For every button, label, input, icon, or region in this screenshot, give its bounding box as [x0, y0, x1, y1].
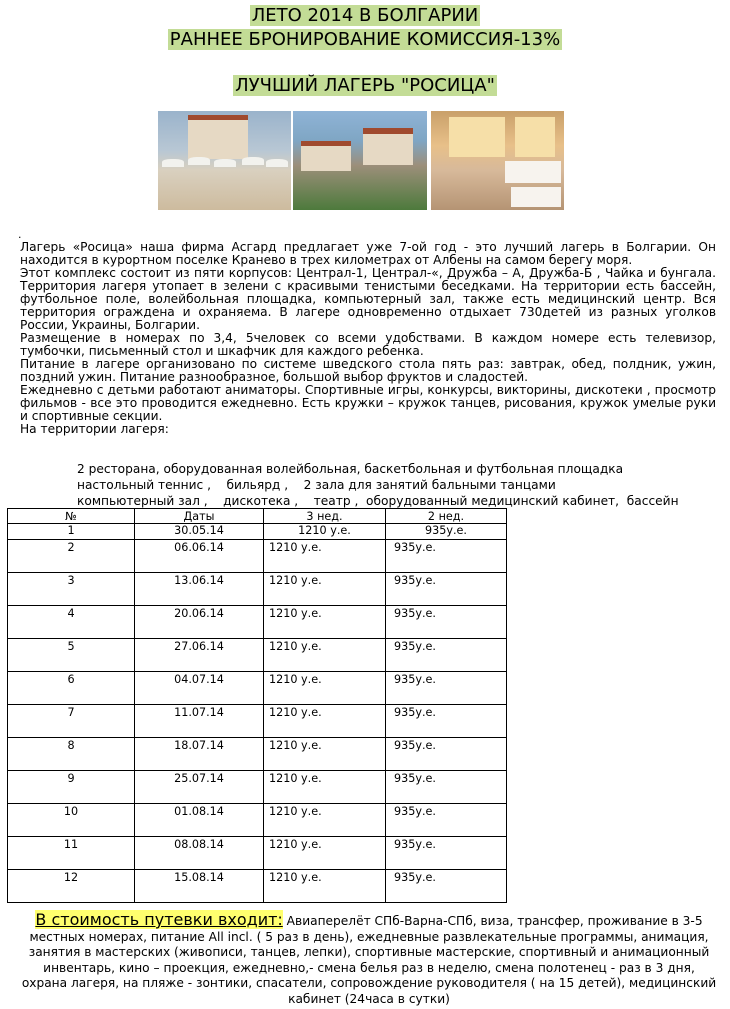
row-price-3w: 1210 у.е. — [264, 672, 386, 705]
header-2-weeks: 2 нед. — [386, 509, 507, 524]
row-number: 11 — [8, 837, 135, 870]
table-row — [8, 639, 507, 672]
row-price-3w: 1210 у.е. — [264, 573, 386, 606]
row-price-3w: 1210 у.е. — [264, 540, 386, 573]
row-date: 04.07.14 — [135, 672, 264, 705]
table-row — [8, 573, 507, 606]
header-3-weeks: 3 нед. — [264, 509, 386, 524]
facilities-line: компьютерный зал , дискотека , театр , оборудованный медицинский кабинет, бассейн — [77, 494, 679, 508]
row-price-2w: 935у.е. — [386, 524, 507, 540]
row-number: 4 — [8, 606, 135, 639]
row-number: 3 — [8, 573, 135, 606]
facilities-line: настольный теннис , бильярд , 2 зала для занятий бальными танцами — [77, 478, 556, 492]
table-row — [8, 672, 507, 705]
row-date: 13.06.14 — [135, 573, 264, 606]
header-number: № — [8, 509, 135, 524]
beach-photo — [158, 111, 291, 210]
row-number: 12 — [8, 870, 135, 903]
description-paragraph: Этот комплекс состоит из пяти корпусов: Централ-1, Централ-«, Дружба – А, Дружба-Б , Чайка и бунгала. Территория лагеря утопает в зелени с красивыми тенистыми беседками. На территории есть бассейн, футбольное поле, волейбольная площадка, компьютерный зал, также есть медицинский центр. Вся территория ограждена и охраняема. В лагере одновременно отдыхает 730детей из разных уголков России, Украины, Болгарии. — [20, 266, 716, 332]
tour-dates-table — [7, 508, 507, 903]
price-includes-text: Авиаперелёт СПб-Варна-СПб, виза, трансфер, проживание в 3-5 местных номерах, питание All incl. ( 5 раз в день), ежедневные развлекательные программы, анимация, занятия в мастерских (живописи, танцев, лепки), спортивные мастерские, спортивный и анимационный инвентарь, кино – проекция, ежедневно,- смена белья раз в неделю, смена полотенец - раз в 3 дня, охрана лагеря, на пляже - зонтики, спасатели, сопровождение руководителя ( на 15 детей), медицинский кабинет (24часа в сутки) — [21, 914, 717, 1006]
table-row — [8, 738, 507, 771]
row-price-2w: 935у.е. — [386, 705, 507, 738]
row-price-2w: 935у.е. — [386, 837, 507, 870]
resort-buildings-photo — [293, 111, 427, 210]
row-price-3w: 1210 у.е. — [264, 738, 386, 771]
row-price-3w: 1210 у.е. — [264, 804, 386, 837]
row-number: 2 — [8, 540, 135, 573]
description-paragraph: Лагерь «Росица» наша фирма Асгард предлагает уже 7-ой год - это лучший лагерь в Болгарии. Он находится в курортном поселке Кранево в трех километрах от Албены на самом берегу моря. — [20, 240, 716, 267]
row-price-2w: 935у.е. — [386, 606, 507, 639]
row-price-2w: 935у.е. — [386, 738, 507, 771]
header-dates: Даты — [135, 509, 264, 524]
row-date: 06.06.14 — [135, 540, 264, 573]
price-includes — [19, 912, 719, 1007]
table-row — [8, 705, 507, 738]
row-date: 01.08.14 — [135, 804, 264, 837]
row-number: 10 — [8, 804, 135, 837]
table-row — [8, 606, 507, 639]
row-price-3w: 1210 у.е. — [264, 606, 386, 639]
description-paragraph: Ежедневно с детьми работают аниматоры. Спортивные игры, конкурсы, викторины, дискотеки , просмотр фильмов - все это проводится ежедневно. Есть кружки – кружок танцев, рисования, кружок умелые руки и спортивные секции. — [20, 383, 716, 423]
price-includes-label: В стоимость путевки входит: — [35, 910, 283, 929]
row-date: 27.06.14 — [135, 639, 264, 672]
description-paragraph: Размещение в номерах по 3,4, 5человек со всеми удобствами. В каждом номере есть телевизор, тумбочки, письменный стол и шкафчик для каждого ребенка. — [20, 331, 716, 358]
row-price-2w: 935у.е. — [386, 672, 507, 705]
camp-description — [20, 241, 716, 436]
row-price-2w: 935у.е. — [386, 573, 507, 606]
row-price-3w: 1210 у.е. — [264, 870, 386, 903]
row-price-2w: 935у.е. — [386, 804, 507, 837]
row-price-3w: 1210 у.е. — [264, 837, 386, 870]
row-number: 8 — [8, 738, 135, 771]
row-date: 25.07.14 — [135, 771, 264, 804]
row-number: 6 — [8, 672, 135, 705]
table-header-row — [8, 509, 507, 524]
description-paragraph: Питание в лагере организовано по системе шведского стола пять раз: завтрак, обед, полдник, ужин, поздний ужин. Питание разнообразное, большой выбор фруктов и сладостей. — [20, 357, 716, 384]
row-number: 1 — [8, 524, 135, 540]
headline-early-booking: РАННЕЕ БРОНИРОВАНИЕ КОМИССИЯ-13% — [169, 29, 561, 50]
row-price-3w: 1210 у.е. — [264, 705, 386, 738]
row-price-3w: 1210 у.е. — [264, 639, 386, 672]
headline-summer-2014: ЛЕТО 2014 В БОЛГАРИИ — [251, 5, 479, 26]
row-price-3w: 1210 у.е. — [264, 524, 386, 540]
row-price-3w: 1210 у.е. — [264, 771, 386, 804]
table-row — [8, 837, 507, 870]
table-row — [8, 524, 507, 540]
row-date: 18.07.14 — [135, 738, 264, 771]
table-row — [8, 540, 507, 573]
row-price-2w: 935у.е. — [386, 639, 507, 672]
row-price-2w: 935у.е. — [386, 771, 507, 804]
row-price-2w: 935у.е. — [386, 540, 507, 573]
row-date: 15.08.14 — [135, 870, 264, 903]
paragraph-marker: . — [18, 228, 22, 241]
table-row — [8, 771, 507, 804]
table-row — [8, 870, 507, 903]
row-number: 9 — [8, 771, 135, 804]
row-price-2w: 935у.е. — [386, 870, 507, 903]
row-date: 11.07.14 — [135, 705, 264, 738]
description-paragraph: На территории лагеря: — [20, 422, 169, 436]
headline-camp-name: ЛУЧШИЙ ЛАГЕРЬ "РОСИЦА" — [235, 75, 495, 96]
facilities-line: 2 ресторана, оборудованная волейбольная, баскетбольная и футбольная площадка — [77, 462, 624, 476]
row-date: 08.08.14 — [135, 837, 264, 870]
table-row — [8, 804, 507, 837]
row-number: 5 — [8, 639, 135, 672]
row-date: 30.05.14 — [135, 524, 264, 540]
hotel-room-photo — [431, 111, 564, 210]
row-number: 7 — [8, 705, 135, 738]
row-date: 20.06.14 — [135, 606, 264, 639]
